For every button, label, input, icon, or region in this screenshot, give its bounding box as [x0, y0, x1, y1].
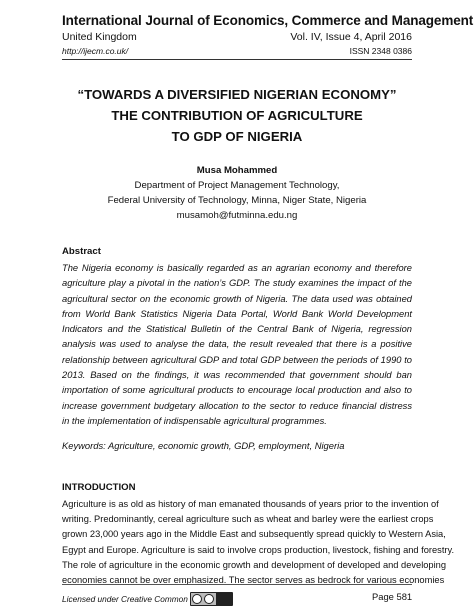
intro-line: grown 23,000 years ago in the Middle East and subsequently spread quickly to Western Asia, — [62, 529, 446, 540]
header-divider — [62, 59, 412, 60]
creative-commons-icon[interactable] — [190, 592, 233, 606]
paper-title-line-3: TO GDP OF NIGERIA — [171, 129, 303, 144]
page-number: Page 581 — [372, 591, 413, 602]
introduction-heading: INTRODUCTION — [62, 482, 136, 493]
intro-line: writing. Predominantly, cereal agriculture such as wheat and barley were the earliest crops — [62, 514, 434, 525]
intro-line: Agriculture is as old as history of man emanated thousands of years prior to the invention of — [62, 499, 439, 509]
introduction-text — [62, 497, 455, 588]
paper-title-line-1: “TOWARDS A DIVERSIFIED NIGERIAN ECONOMY” — [77, 87, 397, 102]
abstract-text: The Nigeria economy is basically regarded as an agrarian economy and therefore agriculture play a pivotal in the nation’s GDP. The study examines the impact of the agricultural sector on the economic growth of Nigeria. The data used was obtained from World Bank Statistics Nigeria Data Portal, World Bank World Development Indicators and the Statistical Bulletin of the Central Bank of Nigeria, regression analysis was used to analyse the data, the result revealed that there is a positive relationship between agricultural GDP and total GDP between the periods of 1990 to 2013. Based on the findings, it was recommended that government should ban importation of some agricultural products to encourage local production and also to increase government budgetary allocation to the sector to reduce financial distress in the implementation of indispensable agricultural programmes. — [62, 263, 412, 426]
paper-title — [62, 84, 412, 147]
journal-country: United Kingdom — [62, 31, 137, 43]
cc-circle-icon — [192, 594, 202, 604]
header-row-2 — [62, 46, 412, 56]
footer-license — [62, 592, 233, 606]
cc-dark-panel — [216, 593, 232, 605]
author-block — [62, 163, 412, 223]
license-text: Licensed under Creative Common — [62, 594, 188, 604]
journal-issn: ISSN 2348 0386 — [349, 46, 412, 56]
intro-line: The role of agriculture in the economic growth and development of developed and developing — [62, 559, 447, 570]
author-department: Department of Project Management Technology, — [134, 180, 340, 191]
footer-divider — [62, 584, 412, 585]
journal-title: International Journal of Economics, Commerce and Management — [62, 13, 474, 28]
author-name: Musa Mohammed — [196, 165, 278, 176]
author-email[interactable]: musamoh@futminna.edu.ng — [176, 210, 298, 221]
intro-line: economies cannot be over emphasized. The sector serves as bedrock for various economies — [62, 575, 445, 586]
abstract-heading: Abstract — [62, 246, 101, 257]
journal-volume: Vol. IV, Issue 4, April 2016 — [290, 31, 412, 43]
author-university: Federal University of Technology, Minna, Niger State, Nigeria — [107, 195, 367, 206]
header-row-1 — [62, 31, 412, 43]
intro-line: Egypt and Europe. Agriculture is said to involve crops production, livestock, fishing and forestry. — [62, 544, 455, 555]
journal-url-link[interactable]: http://ijecm.co.uk/ — [62, 46, 129, 56]
by-circle-icon — [204, 594, 214, 604]
paper-title-line-2: THE CONTRIBUTION OF AGRICULTURE — [111, 108, 363, 123]
keywords: Keywords: Agriculture, economic growth, GDP, employment, Nigeria — [62, 440, 345, 451]
